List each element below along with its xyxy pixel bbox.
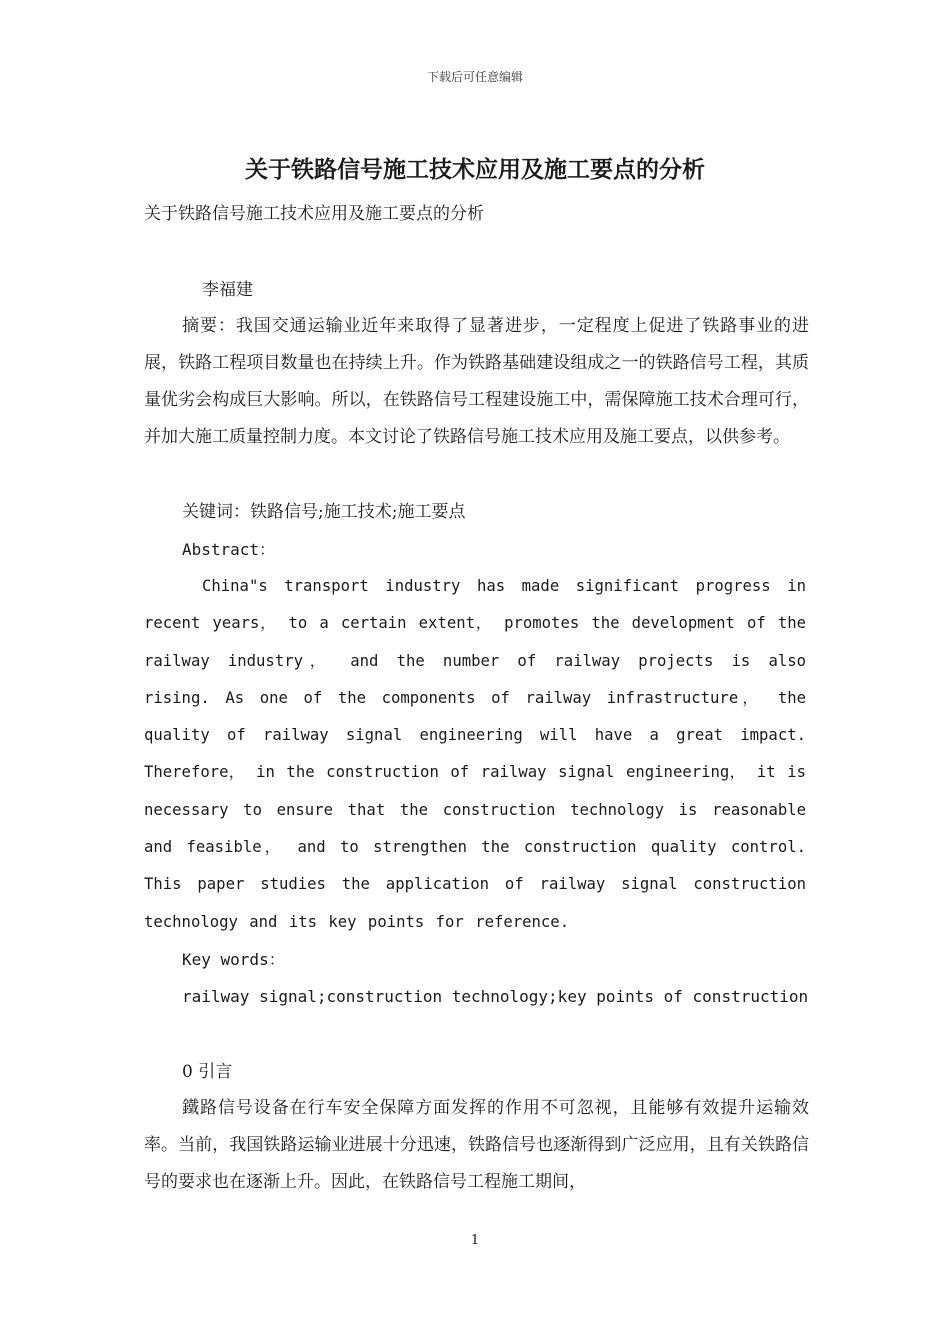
keywords-chinese: 关键词：铁路信号;施工技术;施工要点 bbox=[182, 502, 466, 522]
author-name: 李福建 bbox=[202, 280, 253, 300]
page-header-note: 下载后可任意编辑 bbox=[426, 70, 523, 84]
abstract-chinese: 摘要：我国交通运输业近年来取得了显著进步，一定程度上促进了铁路事业的进展，铁路工程项目数量也在持续上升。作为铁路基础建设组成之一的铁路信号工程，其质量优劣会构成巨大影响。所以，在铁路信号工程建设施工中，需保障施工技术合理可行，并加大施工质量控制力度。本文讨论了铁路信号施工技术应用及施工要点，以供参考。 bbox=[144, 316, 809, 447]
introduction-paragraph: 鐵路信号设备在行车安全保障方面发挥的作用不可忽视，且能够有效提升运输效率。当前，我国铁路运输业进展十分迅速，铁路信号也逐渐得到广泛应用，且有关铁路信号的要求也在逐渐上升。因此，在铁路信号工程施工期间， bbox=[144, 1098, 809, 1192]
document-subtitle: 关于铁路信号施工技术应用及施工要点的分析 bbox=[144, 204, 484, 224]
keywords-english-label: Key words： bbox=[182, 950, 285, 969]
document-title: 关于铁路信号施工技术应用及施工要点的分析 bbox=[245, 156, 705, 183]
abstract-english: China"s transport industry has made significant progress in recent years， to a certain extent， promotes the development of the railway industry， and the number of railway projects is also rising. As one of the components of railway infrastructure， the quality of railway signal engineering will have a great impact. Therefore， in the construction of railway signal engineering， it is necessary to ensure that the construction technology is reasonable and feasible， and to strengthen the construction quality control. This paper studies the application of railway signal construction technology and its key points for reference. bbox=[144, 577, 806, 931]
abstract-english-label: Abstract： bbox=[182, 540, 276, 559]
section-heading-introduction: 0 引言 bbox=[182, 1062, 233, 1082]
page-number: 1 bbox=[470, 1233, 480, 1248]
keywords-english: railway signal;construction technology;key points of construction bbox=[182, 987, 809, 1006]
